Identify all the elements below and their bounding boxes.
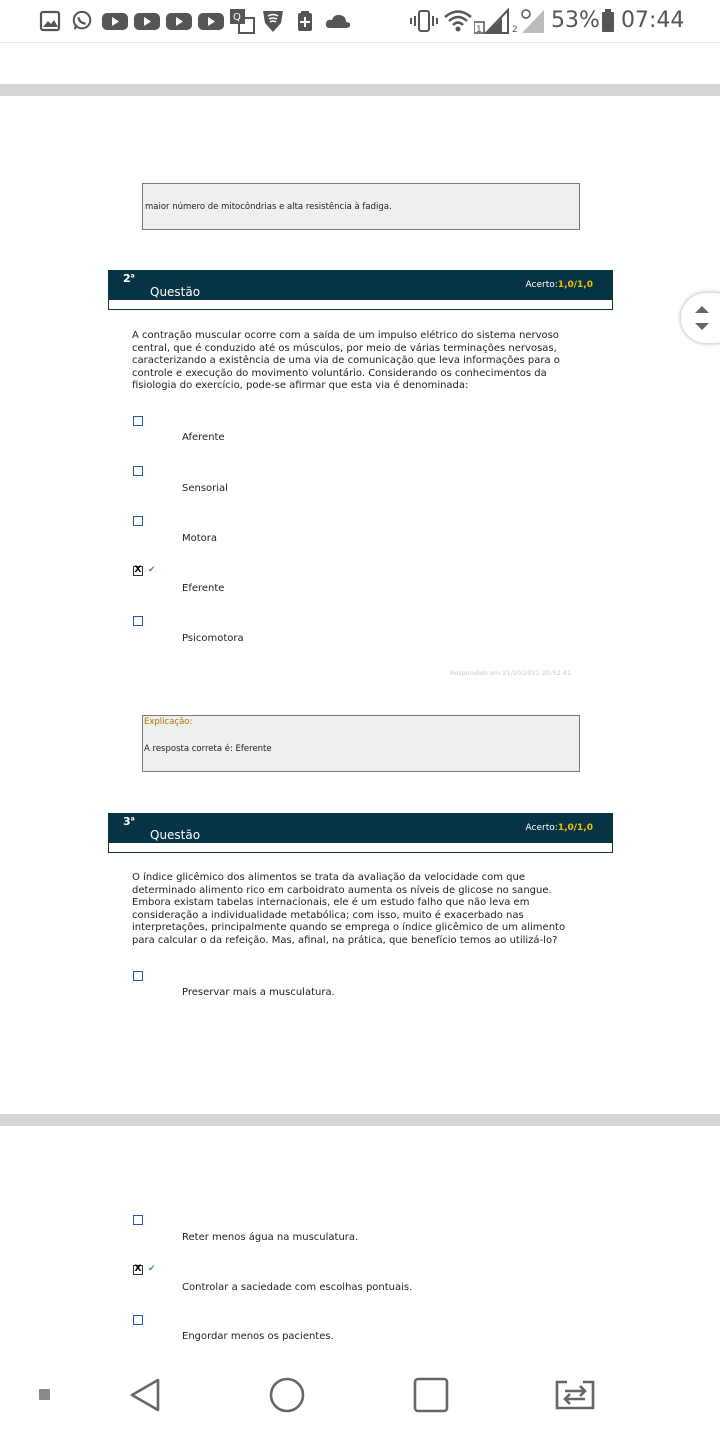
page-divider bbox=[0, 1114, 720, 1126]
previous-answer-text: maior número de mitocôndrias e alta resistência à fadiga. bbox=[145, 202, 392, 212]
wifi-icon bbox=[443, 8, 473, 34]
navigation-bar bbox=[0, 1350, 720, 1440]
battery-percent: 53% bbox=[551, 8, 600, 33]
question-header bbox=[108, 270, 613, 300]
page-divider bbox=[0, 84, 720, 96]
question-header bbox=[108, 813, 613, 843]
option-label: Controlar a saciedade com escolhas pontuais. bbox=[182, 1282, 413, 1293]
explanation-title: Explicação: bbox=[144, 717, 193, 727]
home-icon[interactable] bbox=[268, 1376, 306, 1414]
option-label: Motora bbox=[182, 533, 218, 544]
option-checkbox[interactable] bbox=[133, 516, 143, 526]
signal-icon bbox=[474, 8, 510, 34]
recents-icon[interactable] bbox=[412, 1376, 450, 1414]
option-label: Sensorial bbox=[182, 483, 228, 494]
option-checkbox[interactable] bbox=[133, 1315, 143, 1325]
correct-tick-icon: ✔ bbox=[148, 1264, 156, 1274]
option-checkbox[interactable] bbox=[133, 416, 143, 426]
explanation-text: A resposta correta é: Eferente bbox=[144, 744, 272, 754]
youtube-icon bbox=[165, 10, 193, 32]
question-header-underline bbox=[108, 843, 613, 853]
clock: 07:44 bbox=[621, 8, 685, 33]
gallery-icon bbox=[39, 10, 61, 32]
score: Acerto:1,0/1,0 bbox=[525, 280, 593, 290]
correct-tick-icon: ✔ bbox=[148, 565, 156, 575]
vpn-icon bbox=[260, 8, 286, 34]
battery-plus-icon bbox=[296, 10, 314, 32]
whatsapp-icon bbox=[70, 10, 94, 32]
option-checkbox[interactable] bbox=[133, 616, 143, 626]
question-text: A contração muscular ocorre com a saída de um impulso elétrico do sistema nervoso central, que é conduzido até os músculos, por meio de várias terminações nervosas, caracterizando a existência de uma via de comunicação que leva informações para o controle e execução do movimento voluntário. Considerando os conhecimentos da fisiologia do exercício, pode-se afirmar que esta via é denominada: bbox=[132, 330, 560, 392]
option-label: Reter menos água na musculatura. bbox=[182, 1232, 359, 1243]
previous-answer-box bbox=[142, 183, 580, 230]
question-number: 3$^a$ bbox=[123, 815, 135, 828]
option-label: Engordar menos os pacientes. bbox=[182, 1331, 334, 1342]
score: Acerto:1,0/1,0 bbox=[525, 823, 593, 833]
youtube-icon bbox=[197, 10, 225, 32]
question-header-underline bbox=[108, 300, 613, 310]
menu-dot-icon[interactable] bbox=[38, 1388, 52, 1402]
battery-icon bbox=[601, 9, 615, 33]
scroll-button[interactable] bbox=[680, 292, 720, 344]
option-label: Aferente bbox=[182, 432, 225, 443]
option-label: Psicomotora bbox=[182, 633, 244, 644]
question-label: Questão bbox=[150, 828, 201, 842]
option-label: Eferente bbox=[182, 583, 225, 594]
option-checkbox[interactable] bbox=[133, 971, 143, 981]
signal-icon bbox=[512, 8, 546, 34]
vibrate-icon bbox=[410, 8, 438, 34]
youtube-icon bbox=[101, 10, 129, 32]
cloud-icon bbox=[324, 10, 352, 32]
youtube-icon bbox=[133, 10, 161, 32]
answered-timestamp: Respondido em 21/10/2021 20:52:41 bbox=[450, 669, 572, 677]
option-checkbox[interactable] bbox=[133, 1215, 143, 1225]
svg-text:1: 1 bbox=[476, 25, 482, 34]
svg-text:2: 2 bbox=[512, 25, 518, 34]
question-text: O índice glicêmico dos alimentos se trata da avaliação da velocidade com que determinado alimento rico em carboidrato aumenta os níveis de glicose no sangue. Embora existam tabelas internacionais, ele é um estudo falho que não leva em consideração a individualidade metabólica; com isso, muito é exacerbado nas interpretações, principalmente quando se emprega o índice glicêmico de um alimento para calcular o da refeição. Mas, afinal, na prática, que benefício temos ao utilizá-lo? bbox=[132, 872, 566, 946]
translate-icon bbox=[229, 8, 255, 34]
question-label: Questão bbox=[150, 285, 201, 299]
option-label: Preservar mais a musculatura. bbox=[182, 987, 335, 998]
switch-app-icon[interactable] bbox=[553, 1378, 597, 1412]
status-bar bbox=[0, 0, 720, 43]
option-checkbox-checked[interactable]: X bbox=[134, 565, 142, 575]
scroll-up-icon[interactable] bbox=[695, 306, 709, 313]
option-checkbox[interactable] bbox=[133, 466, 143, 476]
explanation-box bbox=[142, 715, 580, 772]
scroll-down-icon[interactable] bbox=[695, 323, 709, 330]
question-number: 2$^a$ bbox=[123, 272, 135, 285]
back-icon[interactable] bbox=[126, 1376, 164, 1414]
option-checkbox-checked[interactable]: X bbox=[134, 1264, 142, 1274]
svg-text:Q: Q bbox=[233, 12, 241, 23]
